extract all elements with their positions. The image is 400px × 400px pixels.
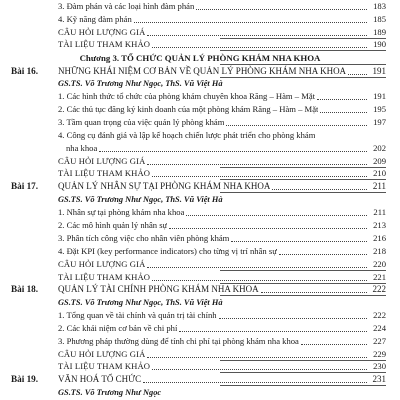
page-number: 191 xyxy=(372,66,386,76)
lesson-number: Bài 19. xyxy=(11,374,39,384)
dot-leader xyxy=(169,228,367,229)
dot-leader xyxy=(179,331,367,332)
toc-entry-text: 4. Đặt KPI (key performance indicators) cho từng vị trí nhân sự xyxy=(58,246,277,256)
lesson-title: QUẢN LÝ TÀI CHÍNH PHÒNG KHÁM NHA KHOA xyxy=(58,284,259,294)
toc-entry-text: CÂU HỎI LƯỢNG GIÁ xyxy=(58,27,146,37)
toc-entry-text: CÂU HỎI LƯỢNG GIÁ xyxy=(58,156,146,166)
toc-entry-text: 2. Các thủ tục đăng ký kinh doanh của một phòng khám Răng – Hàm – Mặt xyxy=(58,104,319,114)
page-number: 224 xyxy=(373,323,386,333)
toc-row-entry xyxy=(0,0,400,13)
page-number: 185 xyxy=(373,14,386,24)
page-number: 189 xyxy=(373,27,386,37)
toc-entry-text: 1. Tổng quan về tài chính và quản trị tài chính xyxy=(58,310,217,320)
page-number: 218 xyxy=(373,246,386,256)
page-number: 229 xyxy=(373,349,386,359)
lesson-title: NHỮNG KHÁI NIỆM CƠ BẢN VỀ QUẢN LÝ PHÒNG KHÁM NHA KHOA xyxy=(58,66,347,76)
page-number: 222 xyxy=(372,284,386,294)
dot-leader xyxy=(186,215,367,216)
toc-entry-text: 2. Các mô hình quản lý nhân sự xyxy=(58,220,168,230)
page-number: 220 xyxy=(373,259,386,269)
toc-entry-text: 1. Các hình thức tổ chức của phòng khám chuyên khoa Răng – Hàm – Mặt xyxy=(58,91,316,101)
toc-row-authors xyxy=(0,77,400,90)
toc-row-entry xyxy=(0,129,400,142)
page-number: 230 xyxy=(373,361,386,371)
page-number: 227 xyxy=(373,336,386,346)
toc-entry-text: nha khoa xyxy=(66,143,98,153)
dot-leader xyxy=(219,318,367,319)
dot-leader xyxy=(261,292,367,293)
dot-leader xyxy=(152,280,367,281)
dot-leader xyxy=(147,267,367,268)
page-number: 209 xyxy=(373,156,386,166)
page-number: 191 xyxy=(373,91,386,101)
dot-leader xyxy=(317,99,367,100)
dot-leader xyxy=(152,47,367,48)
toc-row-entry xyxy=(0,219,400,232)
page-number: 211 xyxy=(373,207,386,217)
dot-leader xyxy=(272,189,367,190)
dot-leader xyxy=(196,9,367,10)
page-number: 231 xyxy=(372,374,386,384)
lesson-number: Bài 18. xyxy=(11,284,39,294)
authors-line: GS.TS. Võ Trương Như Ngọc, ThS. Vũ Việt Hà xyxy=(58,195,223,204)
page-number: 202 xyxy=(373,143,386,153)
toc-entry-text: 1. Nhân sự tại phòng khám nha khoa xyxy=(58,207,185,217)
toc-row-entry xyxy=(0,116,400,129)
chapter-heading: Chương 3. TỔ CHỨC QUẢN LÝ PHÒNG KHÁM NHA KHOA xyxy=(79,53,321,63)
toc-entry-text: 3. Đàm phán và các loại hình đàm phán xyxy=(58,1,195,11)
page-number: 190 xyxy=(373,39,386,49)
lesson-number: Bài 17. xyxy=(11,181,39,191)
page-number: 210 xyxy=(373,168,386,178)
page-number: 211 xyxy=(372,181,386,191)
toc-entry-text: TÀI LIỆU THAM KHẢO xyxy=(58,168,151,178)
dot-leader xyxy=(226,125,367,126)
lesson-number: Bài 16. xyxy=(11,66,39,76)
dot-leader xyxy=(147,35,367,36)
dot-leader xyxy=(279,254,367,255)
dot-leader xyxy=(320,112,367,113)
toc-row-authors xyxy=(0,386,400,399)
toc-row-entry xyxy=(0,335,400,348)
toc-entry-text: TÀI LIỆU THAM KHẢO xyxy=(58,39,151,49)
page-number: 222 xyxy=(373,310,386,320)
authors-line: GS.TS. Võ Trương Như Ngọc, ThS. Vũ Việt Hà xyxy=(58,79,223,88)
toc-entry-text: 4. Công cụ đánh giá và lập kế hoạch chiến lược phát triển cho phòng khám xyxy=(58,130,316,140)
toc-entry-text: 3. Phân tích công việc cho nhân viên phòng khám xyxy=(58,233,230,243)
separator-rule xyxy=(220,50,386,51)
toc-row-authors xyxy=(0,193,400,206)
toc-entry-text: 2. Các khái niệm cơ bản về chi phí xyxy=(58,323,178,333)
dot-leader xyxy=(147,357,367,358)
page-number: 213 xyxy=(373,220,386,230)
toc-row-entry xyxy=(0,103,400,116)
toc-entry-text: TÀI LIỆU THAM KHẢO xyxy=(58,361,151,371)
toc-entry-text: CÂU HỎI LƯỢNG GIÁ xyxy=(58,349,146,359)
dot-leader xyxy=(143,382,367,383)
lesson-title: VĂN HOÁ TỔ CHỨC xyxy=(58,374,142,384)
toc-row-entry xyxy=(0,245,400,258)
page-number: 197 xyxy=(373,117,386,127)
dot-leader xyxy=(301,344,367,345)
toc-row-entry xyxy=(0,13,400,26)
toc-row-entry xyxy=(0,90,400,103)
toc-entry-text: 3. Tầm quan trọng của việc quản lý phòng khám xyxy=(58,117,225,127)
toc-entry-text: TÀI LIỆU THAM KHẢO xyxy=(58,272,151,282)
toc-entry-text: 4. Kỹ năng đàm phán xyxy=(58,14,132,24)
page-number: 221 xyxy=(373,272,386,282)
dot-leader xyxy=(152,369,367,370)
dot-leader xyxy=(134,22,367,23)
authors-line: GS.TS. Võ Trương Như Ngọc, ThS. Vũ Việt Hà xyxy=(58,298,223,307)
toc-row-cont xyxy=(0,142,400,155)
toc-entry-text: 3. Phương pháp thường dùng để tính chi phí tại phòng khám nha khoa xyxy=(58,336,299,346)
page-number: 183 xyxy=(373,1,386,11)
toc-row-entry xyxy=(0,322,400,335)
toc-row-entry xyxy=(0,206,400,219)
page-number: 195 xyxy=(373,104,386,114)
page-number: 216 xyxy=(373,233,386,243)
dot-leader xyxy=(99,151,367,152)
toc-row-entry xyxy=(0,309,400,322)
toc-row-entry xyxy=(0,232,400,245)
authors-line: GS.TS. Võ Trương Như Ngọc xyxy=(58,388,162,397)
dot-leader xyxy=(152,176,367,177)
dot-leader xyxy=(147,164,367,165)
dot-leader xyxy=(348,74,367,75)
toc-row-authors xyxy=(0,296,400,309)
toc-entry-text: CÂU HỎI LƯỢNG GIÁ xyxy=(58,259,146,269)
dot-leader xyxy=(231,241,367,242)
lesson-title: QUẢN LÝ NHÂN SỰ TẠI PHÒNG KHÁM NHA KHOA xyxy=(58,181,271,191)
